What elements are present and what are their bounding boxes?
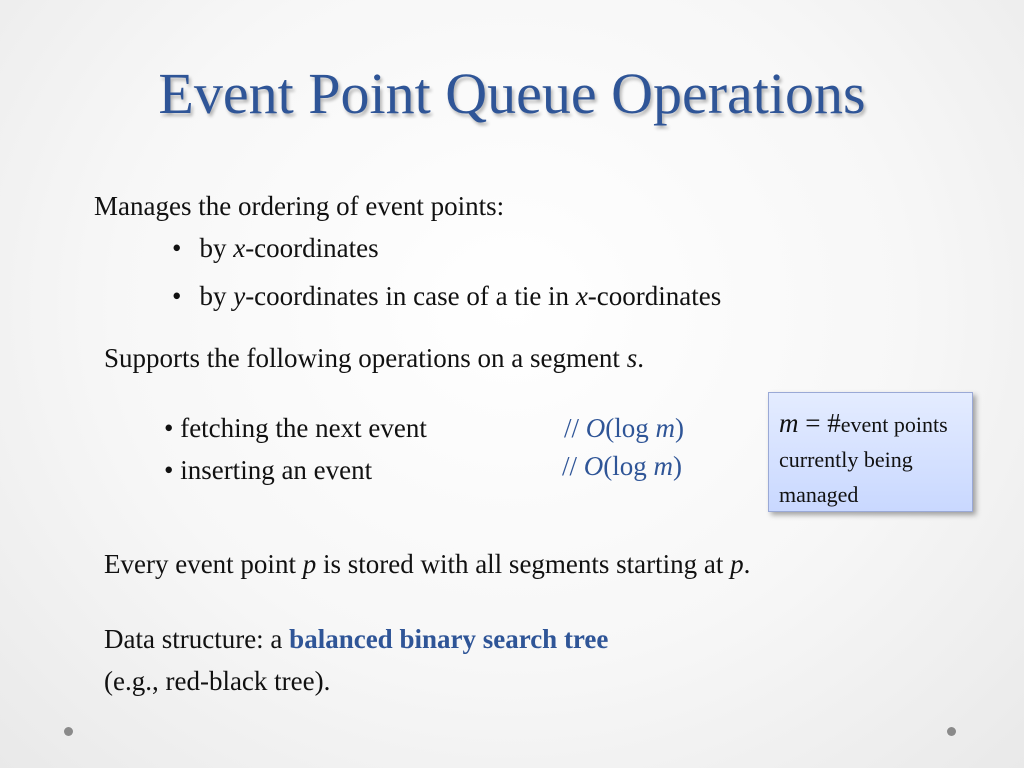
slide-title: Event Point Queue Operations: [158, 61, 866, 126]
bullet-icon: •: [172, 281, 182, 311]
ordering-item-x: • by x-coordinates: [172, 233, 379, 263]
operation-fetch-label: • fetching the next event: [164, 413, 427, 443]
corner-dot-icon: [947, 727, 956, 736]
operation-insert-label: • inserting an event: [164, 455, 373, 485]
data-structure-line2: (e.g., red-black tree).: [104, 666, 331, 696]
ordering-intro: Manages the ordering of event points:: [94, 191, 505, 221]
bullet-icon: •: [172, 233, 182, 263]
note-text: event points currently being managed: [779, 412, 948, 508]
storage-statement: Every event point p is stored with all segments starting at p.: [104, 549, 751, 579]
operation-fetch-complexity: // O(log m): [564, 413, 685, 443]
operation-insert-complexity: // O(log m): [562, 451, 683, 481]
corner-dot-icon: [64, 727, 73, 736]
note-box: m = #event points currently being managed: [768, 392, 973, 512]
ordering-item-y: • by y-coordinates in case of a tie in x-coordinates: [172, 281, 722, 311]
data-structure-line1: Data structure: a balanced binary search tree: [104, 624, 609, 654]
data-structure-highlight: balanced binary search tree: [289, 624, 609, 654]
operations-intro: Supports the following operations on a segment s.: [104, 343, 644, 373]
